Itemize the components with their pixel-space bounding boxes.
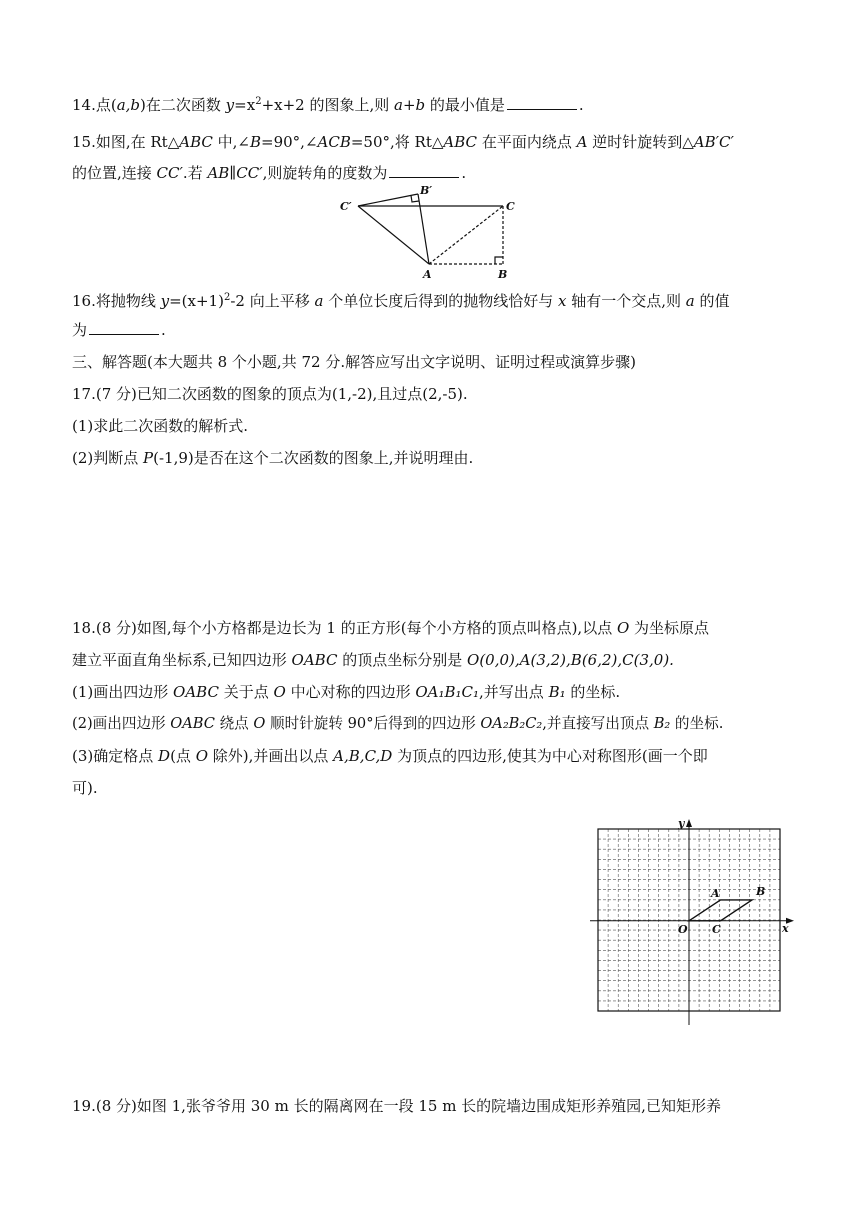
- label-c: C: [506, 200, 515, 213]
- question-18-part-3: (3)确定格点 D(点 O 除外),并画出以点 A,B,C,D 为顶点的四边形,使其为中心对称图形(画一个即: [72, 747, 708, 765]
- point-c-label: C: [712, 923, 721, 936]
- question-15-line-2: 的位置,连接 CC′.若 AB∥CC′,则旋转角的度数为 .: [72, 164, 467, 182]
- question-17-stem: 17.(7 分)已知二次函数的图象的顶点为(1,-2),且过点(2,-5).: [72, 385, 468, 403]
- rotation-triangle-figure: [336, 182, 526, 282]
- question-14: 14.点(a,b)在二次函数 $y=x^2+x+2$ 的图象上,则 a+b 的最小值是 .: [72, 96, 584, 114]
- point-a-label: A: [711, 887, 720, 900]
- question-18-line-2: 建立平面直角坐标系,已知四边形 OABC 的顶点坐标分别是 O(0,0),A(3,2),B(6,2),C(3,0).: [72, 651, 674, 669]
- quadrilateral-oabc: [689, 900, 752, 921]
- question-16-line-1: 16.将抛物线 $y=(x+1)^2-2$ 向上平移 a 个单位长度后得到的抛物线恰好与 x 轴有一个交点,则 a 的值: [72, 292, 730, 310]
- segment-cprime-a: [358, 206, 429, 264]
- section-3-heading: 三、解答题(本大题共 8 个小题,共 72 分.解答应写出文字说明、证明过程或演算步骤): [72, 353, 636, 371]
- segment-a-c: [429, 206, 503, 264]
- label-b: B: [498, 268, 508, 281]
- right-angle-mark-b: [495, 257, 503, 264]
- question-18-line-1: 18.(8 分)如图,每个小方格都是边长为 1 的正方形(每个小方格的顶点叫格点),以点 O 为坐标原点: [72, 619, 710, 637]
- answer-blank[interactable]: [507, 95, 577, 110]
- point-b-label: B: [756, 885, 766, 898]
- question-18-part-1: (1)画出四边形 OABC 关于点 O 中心对称的四边形 OA₁B₁C₁,并写出点 B₁ 的坐标.: [72, 683, 621, 701]
- question-18-part-3-cont: 可).: [72, 779, 98, 797]
- point-o-label: O: [678, 923, 688, 936]
- segment-cprime-bprime: [358, 194, 418, 206]
- y-axis-arrow: [686, 819, 692, 827]
- answer-blank[interactable]: [389, 163, 459, 178]
- question-17-part-1: (1)求此二次函数的解析式.: [72, 417, 249, 435]
- y-axis-label: y: [678, 817, 685, 830]
- label-cprime: C′: [340, 200, 352, 213]
- question-19: 19.(8 分)如图 1,张爷爷用 30 m 长的隔离网在一段 15 m 长的院墙边围成矩形养殖园,已知矩形养: [72, 1097, 721, 1115]
- x-axis-label: x: [782, 922, 789, 935]
- answer-blank[interactable]: [89, 320, 159, 335]
- label-a: A: [423, 268, 432, 281]
- segment-bprime-a: [418, 194, 429, 264]
- question-18-part-2: (2)画出四边形 OABC 绕点 O 顺时针旋转 90°后得到的四边形 OA₂B₂C₂,并直接写出顶点 B₂ 的坐标.: [72, 715, 724, 732]
- label-bprime: B′: [420, 184, 433, 197]
- question-16-line-2: 为 .: [72, 321, 166, 339]
- question-17-part-2: (2)判断点 P(-1,9)是否在这个二次函数的图象上,并说明理由.: [72, 449, 474, 467]
- coordinate-grid-figure: [590, 815, 800, 1025]
- question-15-line-1: 15.如图,在 Rt△ABC 中,∠B=90°,∠ACB=50°,将 Rt△ABC 在平面内绕点 A 逆时针旋转到△AB′C′: [72, 133, 734, 151]
